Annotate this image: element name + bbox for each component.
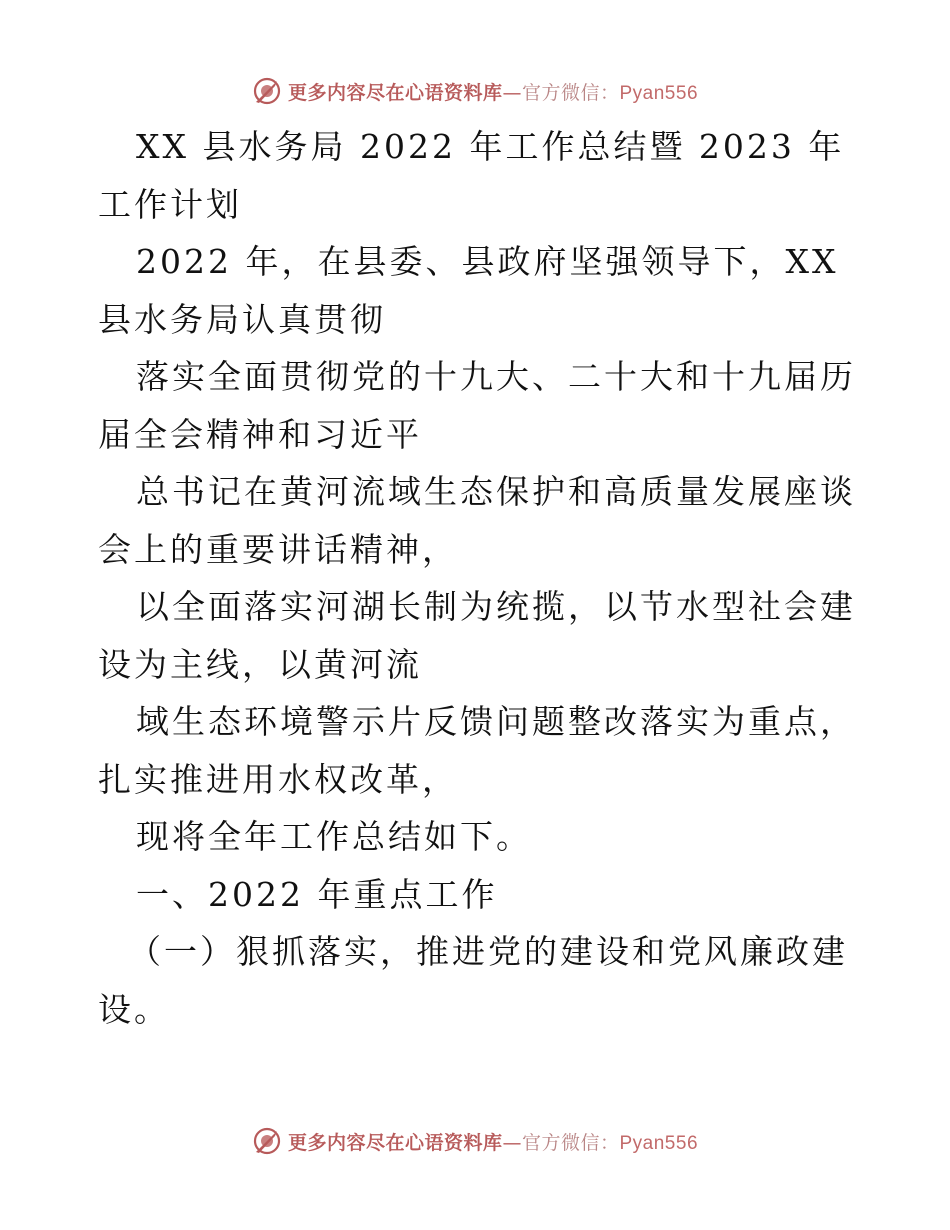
subsection-heading: （一）狠抓落实，推进党的建设和党风廉政建设。 bbox=[98, 932, 848, 1029]
paragraph: 落实全面贯彻党的十九大、二十大和十九届历届全会精神和习近平 bbox=[98, 357, 856, 454]
header-watermark bbox=[0, 74, 950, 108]
document-title: XX 县水务局 2022 年工作总结暨 2023 年工作计划 bbox=[98, 127, 845, 224]
document-body bbox=[98, 118, 858, 1038]
paragraph: 域生态环境警示片反馈问题整改落实为重点，扎实推进用水权改革， bbox=[98, 702, 856, 799]
footer-watermark bbox=[0, 1124, 950, 1158]
watermark-label: 官方微信： bbox=[521, 81, 620, 104]
paragraph: 现将全年工作总结如下。 bbox=[136, 817, 532, 856]
watermark-wechat-id: Pyan556 bbox=[619, 1132, 699, 1154]
watermark-wechat-id: Pyan556 bbox=[619, 82, 699, 104]
watermark-text bbox=[288, 78, 698, 105]
watermark-title: 更多内容尽在心语资料库 bbox=[287, 1131, 503, 1154]
paragraph: 以全面落实河湖长制为统揽，以节水型社会建设为主线，以黄河流 bbox=[98, 587, 856, 684]
watermark-title: 更多内容尽在心语资料库 bbox=[287, 81, 503, 104]
watermark-dash: — bbox=[502, 1131, 522, 1154]
watermark-label: 官方微信： bbox=[521, 1131, 620, 1154]
paragraph: 2022 年，在县委、县政府坚强领导下，XX 县水务局认真贯彻 bbox=[98, 242, 839, 339]
paragraph: 总书记在黄河流域生态保护和高质量发展座谈会上的重要讲话精神， bbox=[98, 472, 856, 569]
quill-pen-logo-icon bbox=[252, 1126, 282, 1156]
section-heading: 一、2022 年重点工作 bbox=[136, 874, 498, 914]
watermark-dash: — bbox=[502, 81, 522, 104]
watermark-text bbox=[288, 1128, 698, 1155]
quill-pen-logo-icon bbox=[252, 76, 282, 106]
